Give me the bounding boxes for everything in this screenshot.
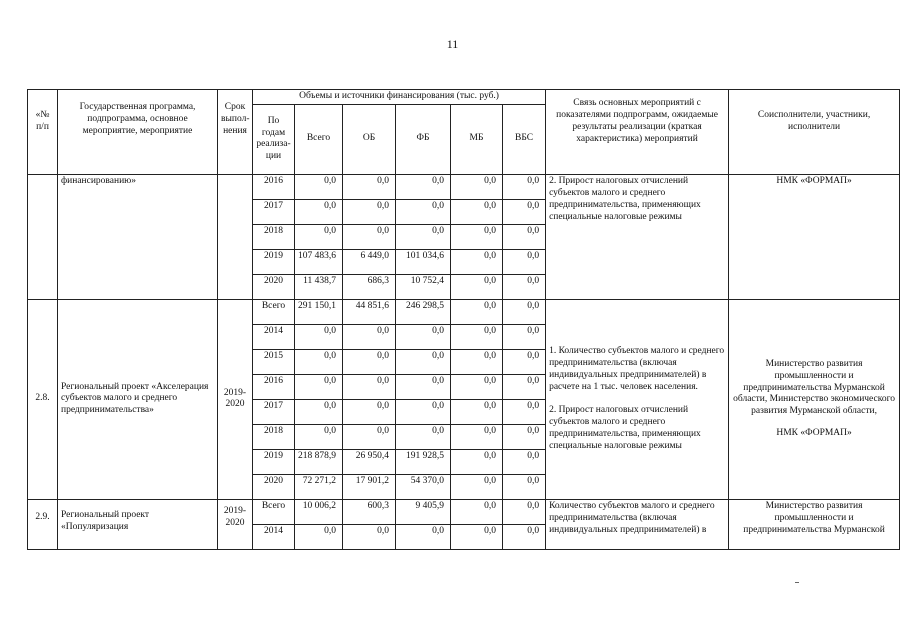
fb-cell: 0,0	[396, 174, 451, 199]
total-cell: 0,0	[295, 399, 343, 424]
fb-cell: 0,0	[396, 374, 451, 399]
year-cell: 2019	[253, 249, 295, 274]
ob-cell: 0,0	[343, 424, 396, 449]
mb-cell: 0,0	[451, 349, 503, 374]
mb-cell: 0,0	[451, 174, 503, 199]
prev-link-cell	[546, 174, 729, 299]
prev-num-cell	[28, 174, 58, 299]
term-2-8: 2019-2020	[218, 299, 253, 499]
program-2-9: Региональный проект «Популяризация	[58, 499, 218, 549]
prev-executors-cell	[729, 174, 900, 299]
vbs-cell: 0,0	[503, 199, 546, 224]
header-link: Связь основных мероприятий с показателями подпрограмм, ожидаемые результаты реализации (краткая характеристика) мероприятий	[546, 90, 729, 175]
year-cell: 2014	[253, 324, 295, 349]
ob-cell: 0,0	[343, 199, 396, 224]
ob-cell: 0,0	[343, 224, 396, 249]
year-cell: 2017	[253, 199, 295, 224]
ob-cell: 0,0	[343, 174, 396, 199]
vbs-cell: 0,0	[503, 424, 546, 449]
total-cell: 0,0	[295, 199, 343, 224]
table-row	[28, 299, 900, 324]
ob-cell: 17 901,2	[343, 474, 396, 499]
header-num: «№ п/п	[28, 90, 58, 175]
fb-cell: 0,0	[396, 524, 451, 549]
header-fb: ФБ	[396, 104, 451, 174]
header-year-col: По годам реализа-ции	[253, 104, 295, 174]
mb-cell: 0,0	[451, 324, 503, 349]
fb-cell: 0,0	[396, 324, 451, 349]
vbs-cell: 0,0	[503, 349, 546, 374]
header-mb: МБ	[451, 104, 503, 174]
ob-cell: 0,0	[343, 324, 396, 349]
mb-cell: 0,0	[451, 299, 503, 324]
vbs-cell: 0,0	[503, 224, 546, 249]
header-term: Срок выпол-нения	[218, 90, 253, 175]
fb-cell: 0,0	[396, 399, 451, 424]
vbs-cell: 0,0	[503, 474, 546, 499]
total-cell: 72 271,2	[295, 474, 343, 499]
link-2-8	[546, 299, 729, 499]
financing-table	[27, 89, 900, 550]
fb-cell: 0,0	[396, 349, 451, 374]
prev-term-cell	[218, 174, 253, 299]
vbs-cell: 0,0	[503, 499, 546, 524]
prev-executors-text: НМК «ФОРМАП»	[776, 175, 852, 186]
total-cell: 0,0	[295, 374, 343, 399]
vbs-cell: 0,0	[503, 374, 546, 399]
link-2-9: Количество субъектов малого и среднего предпринимательства (включая индивидуальных предпринимателей) в	[546, 499, 729, 549]
year-cell: 2020	[253, 474, 295, 499]
fb-cell: 191 928,5	[396, 449, 451, 474]
ob-cell: 44 851,6	[343, 299, 396, 324]
prev-link-text: 2. Прирост налоговых отчислений субъектов малого и среднего предпринимательства, применяющих специальные налоговые режимы	[549, 175, 701, 222]
link-2-8-item-2: 2. Прирост налоговых отчислений субъектов малого и среднего предпринимательства, применяющих специальные налоговые режимы	[549, 404, 701, 451]
ob-cell: 0,0	[343, 399, 396, 424]
total-cell: 0,0	[295, 524, 343, 549]
header-executors: Соисполнители, участники, исполнители	[729, 90, 900, 175]
executors-2-8-text-1: Министерство развития промышленности и предпринимательства Мурманской области, Министерство экономического развития Мурманской области,	[733, 358, 896, 417]
year-cell: 2016	[253, 174, 295, 199]
year-cell: 2017	[253, 399, 295, 424]
ob-cell: 0,0	[343, 349, 396, 374]
row-num-2-8: 2.8.	[28, 299, 58, 499]
scan-mark	[795, 582, 799, 583]
ob-cell: 26 950,4	[343, 449, 396, 474]
mb-cell: 0,0	[451, 399, 503, 424]
fb-cell: 0,0	[396, 224, 451, 249]
year-cell: 2018	[253, 224, 295, 249]
ob-cell: 6 449,0	[343, 249, 396, 274]
year-cell: Всего	[253, 299, 295, 324]
total-cell: 10 006,2	[295, 499, 343, 524]
header-vbs: ВБС	[503, 104, 546, 174]
fb-cell: 101 034,6	[396, 249, 451, 274]
fb-cell: 10 752,4	[396, 274, 451, 299]
vbs-cell: 0,0	[503, 324, 546, 349]
vbs-cell: 0,0	[503, 299, 546, 324]
mb-cell: 0,0	[451, 424, 503, 449]
fb-cell: 9 405,9	[396, 499, 451, 524]
year-cell: Всего	[253, 499, 295, 524]
vbs-cell: 0,0	[503, 274, 546, 299]
page-number: 11	[446, 37, 459, 51]
link-2-8-item-1: 1. Количество субъектов малого и среднего предпринимательства (включая индивидуальных предпринимателей) в расчете на 1 тыс. человек населения.	[549, 346, 725, 392]
header-ob: ОБ	[343, 104, 396, 174]
fb-cell: 0,0	[396, 424, 451, 449]
total-cell: 0,0	[295, 324, 343, 349]
ob-cell: 0,0	[343, 524, 396, 549]
total-cell: 0,0	[295, 349, 343, 374]
total-cell: 0,0	[295, 424, 343, 449]
mb-cell: 0,0	[451, 449, 503, 474]
year-cell: 2019	[253, 449, 295, 474]
program-2-8: Региональный проект «Акселерация субъектов малого и среднего предпринимательства»	[58, 299, 218, 499]
vbs-cell: 0,0	[503, 249, 546, 274]
term-2-9: 2019-2020	[218, 499, 253, 549]
mb-cell: 0,0	[451, 249, 503, 274]
ob-cell: 686,3	[343, 274, 396, 299]
year-cell: 2016	[253, 374, 295, 399]
prev-program-text: финансированию»	[61, 175, 137, 186]
total-cell: 11 438,7	[295, 274, 343, 299]
mb-cell: 0,0	[451, 499, 503, 524]
fb-cell: 246 298,5	[396, 299, 451, 324]
year-cell: 2020	[253, 274, 295, 299]
executors-2-8-text-2: НМК «ФОРМАП»	[776, 428, 852, 439]
total-cell: 107 483,6	[295, 249, 343, 274]
prev-program-cell	[58, 174, 218, 299]
mb-cell: 0,0	[451, 474, 503, 499]
ob-cell: 600,3	[343, 499, 396, 524]
fb-cell: 54 370,0	[396, 474, 451, 499]
vbs-cell: 0,0	[503, 524, 546, 549]
total-cell: 218 878,9	[295, 449, 343, 474]
executors-2-9: Министерство развития промышленности и предпринимательства Мурманской	[729, 499, 900, 549]
total-cell: 0,0	[295, 174, 343, 199]
total-cell: 0,0	[295, 224, 343, 249]
mb-cell: 0,0	[451, 224, 503, 249]
header-row-1	[28, 90, 900, 105]
header-total: Всего	[295, 104, 343, 174]
fb-cell: 0,0	[396, 199, 451, 224]
vbs-cell: 0,0	[503, 174, 546, 199]
year-cell: 2018	[253, 424, 295, 449]
year-cell: 2015	[253, 349, 295, 374]
vbs-cell: 0,0	[503, 399, 546, 424]
executors-2-8	[729, 299, 900, 499]
header-funding-title: Объемы и источники финансирования (тыс. руб.)	[253, 90, 546, 105]
vbs-cell: 0,0	[503, 449, 546, 474]
total-cell: 291 150,1	[295, 299, 343, 324]
year-cell: 2014	[253, 524, 295, 549]
table-row	[28, 499, 900, 524]
row-num-2-9: 2.9.	[28, 499, 58, 549]
ob-cell: 0,0	[343, 374, 396, 399]
table-row	[28, 174, 900, 199]
mb-cell: 0,0	[451, 199, 503, 224]
mb-cell: 0,0	[451, 274, 503, 299]
mb-cell: 0,0	[451, 374, 503, 399]
header-program: Государственная программа, подпрограмма, основное мероприятие, мероприятие	[58, 90, 218, 175]
mb-cell: 0,0	[451, 524, 503, 549]
